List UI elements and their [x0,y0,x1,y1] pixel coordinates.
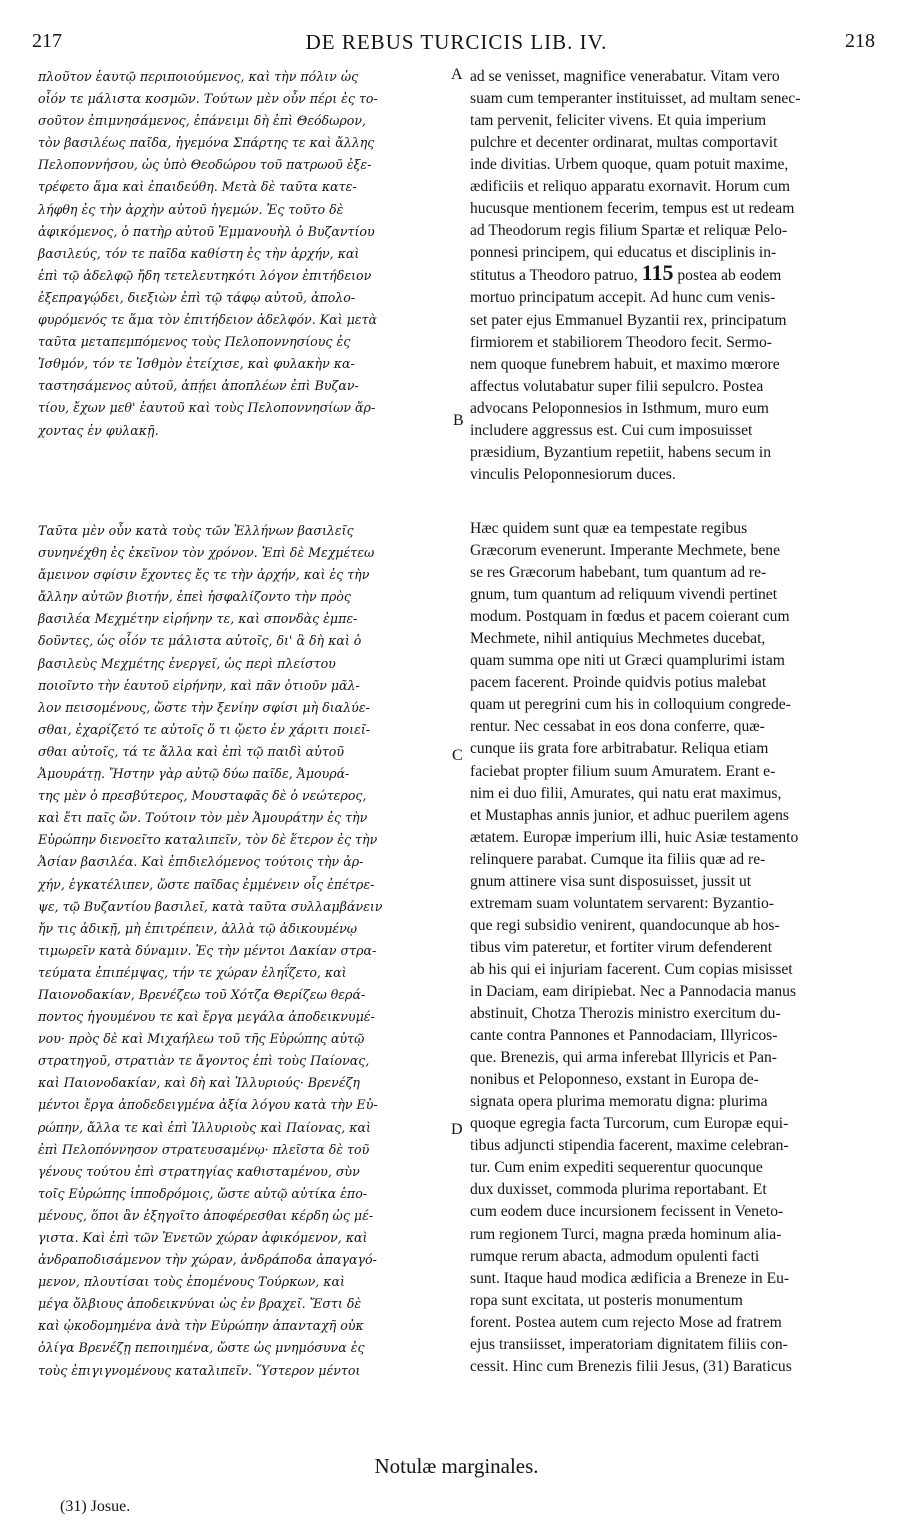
footnote: (31) Josue. [60,1498,131,1515]
margin-marker-a: A [451,66,463,83]
margin-marker-c: C [452,747,463,764]
latin-paragraph-1-part-1: ad se venisset, magnifice venerabatur. Vitam vero suam cum temperanter instituisset, ad multam senec- tam pervenit, feliciter vivens. Et quia imperium pulchre et decenter ordinarat, multas comportavit inde divitias. Urbem quoque, quam potuit maxime, ædificiis et reliquo apparatu exornavit. Horum cum hucusque mentionem fecerim, tempus est ut redeam ad Theodorum regis filium Spartæ et reliquæ Pelo- ponnesi principem, qui educatus et disciplinis in- stitutus a Theodoro patruo, [470,68,801,285]
greek-paragraph-1: πλοῦτον ἑαυτῷ περιποιούμενος, καὶ τὴν πόλιν ὡς οἷόν τε μάλιστα κοσμῶν. Τούτων μὲν οὖν πέρι ἐς το- σοῦτον ἐπιμνησάμενος, ἐπάνειμι δὴ ἐπὶ Θεόδωρον, τὸν βασιλέως παῖδα, ἡγεμόνα Σπάρτης τε καὶ ἄλλης Πελοποννήσου, ὡς ὑπὸ Θεοδώρου τοῦ πατρωοῦ ἐξε- τρέφετο ἅμα καὶ ἐπαιδεύθη. Μετὰ δὲ ταῦτα κατε- λήφθη ἐς τὴν ἀρχὴν αὐτοῦ ἡγεμών. Ἐς τοῦτο δὲ ἀφικόμενος, ὁ πατὴρ αὐτοῦ Ἐμμανουὴλ ὁ Βυζαντίου βασιλεύς, τόν τε παῖδα καθίστη ἐς τὴν ἀρχήν, καὶ ἐπὶ τῷ ἀδελφῷ ἤδη τετελευτηκότι λόγον ἐπιτήδειον ἐξεπραγῴδει, διεξιὼν ἐπὶ τῷ τάφῳ αὐτοῦ, ἀπολο- φυρόμενός τε ἅμα τὸν ἐπιτήδειον ἀδελφόν. Καὶ μετὰ ταῦτα μεταπεμπόμενος τοὺς Πελοποννησίους ἐς Ἰσθμόν, τόν τε Ἰσθμὸν ἐτείχισε, καὶ φυλακὴν κα- ταστησάμενος αὐτοῦ, ἀπῄει ἀποπλέων ἐπὶ Βυζαν- τίου, ἔχων μεθ' ἑαυτοῦ καὶ τοὺς Πελοποννησίων ἄρ- χοντας ἐν φυλακῇ. [38,69,378,438]
latin-paragraph-2: Hæc quidem sunt quæ ea tempestate regibus Græcorum evenerunt. Imperante Mechmete, bene se res Græcorum habebant, tum quantum ad re- gnum, tum quantum ad reliquum vivendi pertinet modum. Postquam in fœdus et pacem coierant cum Mechmete, nihil antiquius Mechmetes ducebat, quam summa ope niti ut Græci quamplurimi istam pacem facerent. Proinde quidvis potius malebat quam ut peregrini cum his in colloquium congrede- rentur. Nec cessabat in eos dona conferre, quæ- cunque iis grata fore arbitrabatur. Reliqua etiam faciebat propter filium suum Amuratem. Erant e- nim ei duo filii, Amurates, qui natu erat maximus, et Mustaphas annis junior, et adhuc puerilem agens ætatem. Europæ imperium illi, huic Asiæ testamento relinquere parabat. Cumque ita filiis quæ ad re- gnum attinere visa sunt disposuisset, jussit ut extremam suam voluntatem servarent: Byzantio- que regi subsidio venirent, quandocunque ab hos- tibus vim pateretur, et fortiter virum defenderent ab his qui ei injuriam facerent. Cum copias misisset in Daciam, eam diripiebat. Nec a Pannodacia manus abstinuit, Chotza Therozis ministro exercitum du- cante contra Pannones et Pannodaciam, Illyricos- que. Brenezis, qui arma inferebat Illyricis et Pan- nonibus et Peloponneso, exstant in Europa de- signata opera plurima memoratu digna: plurima quoque egregia facta Turcorum, cum Europæ equi- tibus adjuncti stipendia facerent, maxime celebran- tur. Cum enim expediti sequerentur quocunque dux duxisset, commoda plurima reportabant. Et cum eodem duce incursionem fecissent in Veneto- rum regionem Turci, magna præda hominum alia- rumque rerum abacta, admodum opulenti facti sunt. Itaque haud modica ædificia a Breneze in Eu- ropa sunt excitata, ut posteris monumentum forent. Postea autem cum rejecto Mose ad fratrem ejus transiisset, imperatoriam dignitatem filiis con- cessit. Hinc cum Brenezis filii Jesus, (31) Baraticus [470,520,799,1375]
left-page-number: 217 [32,30,62,52]
right-page-number: 218 [845,30,875,52]
greek-column-block-2 [38,520,445,1382]
greek-paragraph-2: Ταῦτα μὲν οὖν κατὰ τοὺς τῶν Ἑλλήνων βασιλεῖς συνηνέχθη ἐς ἐκεῖνον τὸν χρόνον. Ἐπὶ δὲ Μεχμέτεω ἄμεινον σφίσιν ἔχοντες ἔς τε τὴν ἀρχήν, καὶ ἐς τὴν ἄλλην αὐτῶν βιοτήν, ἐπεὶ ἠσφαλίζοντο τὴν πρὸς βασιλέα Μεχμέτην εἰρήνην τε, καὶ σπονδὰς ἐμπε- δοῦντες, ὡς οἷόν τε μάλιστα αὐτοῖς, δι' ἃ δὴ καὶ ὁ βασιλεὺς Μεχμέτης ἐνεργεῖ, ὡς περὶ πλείστου ποιοῖντο τὴν ἑαυτοῦ εἰρήνην, καὶ πᾶν ὁτιοῦν μᾶλ- λον πεισομένους, ὥστε τὴν ξενίην σφίσι μὴ διαλύε- σθαι, ἐχαρίζετό τε αὐτοῖς ὅ τι ᾤετο ἐν χάριτι ποιεῖ- σθαι αὐτοῖς, τά τε ἄλλα καὶ ἐπὶ τῷ παιδὶ αὐτοῦ Ἀμουράτῃ. Ἤστην γὰρ αὐτῷ δύω παῖδε, Ἀμουρά- της μὲν ὁ πρεσβύτερος, Μουσταφᾶς δὲ ὁ νεώτερος, καὶ ἔτι παῖς ὤν. Τούτοιν τὸν μὲν Ἀμουράτην ἐς τὴν Εὐρώπην διενοεῖτο καταλιπεῖν, τὸν δὲ ἕτερον ἐς τὴν Ἀσίαν βασιλέα. Καὶ ἐπιδιελόμενος τούτοις τὴν ἀρ- χήν, ἐγκατέλιπεν, ὥστε παῖδας ἐμμένειν οἷς ἐπέτρε- ψε, τῷ Βυζαντίου βασιλεῖ, κατὰ ταῦτα συλλαμβάνειν ἤν τις ἀδικῇ, μὴ ἐπιτρέπειν, ἀλλὰ τῷ ἀδικουμένῳ τιμωρεῖν κατὰ δύναμιν. Ἐς τὴν μέντοι Δακίαν στρα- τεύματα ἐπιπέμψας, τήν τε χώραν ἐληΐζετο, καὶ Παιονοδακίαν, Βρενέζεω τοῦ Χότζα Θερίζεω θερά- ποντος ἡγουμένου τε καὶ ἔργα μεγάλα ἀποδεικνυμέ- νου· πρὸς δὲ καὶ Μιχαήλεω τοῦ τῆς Εὐρώπης αὐτῷ στρατηγοῦ, στρατιὰν τε ἄγοντος ἐπὶ τοὺς Παίονας, καὶ Παιονοδακίαν, καὶ δὴ καὶ Ἰλλυριούς· Βρενέζη μέντοι ἔργα ἀποδεδειγμένα ἀξία λόγου κατὰ τὴν Εὐ- ρώπην, ἄλλα τε καὶ ἐπὶ Ἰλλυριοὺς καὶ Παίονας, καὶ ἐπὶ Πελοπόννησον στρατευσαμένῳ· πλεῖστα δὲ τοῦ γένους τούτου ἐπὶ στρατηγίας καθισταμένου, σὺν τοῖς Εὐρώπης ἱπποδρόμοις, ὥστε αὐτῷ αὐτίκα ἑπο- μένους, ὅποι ἂν ἐξηγοῖτο ἀποφέρεσθαι κέρδη ὡς μέ- γιστα. Καὶ ἐπὶ τῶν Ἐνετῶν χώραν ἀφικόμενον, καὶ ἀνδραποδισάμενον τὴν χώραν, ἀνδράποδα ἀπαγαγό- μενον, πλουτίσαι τοὺς ἑπομένους Τούρκων, καὶ μέγα ὄλβιους ἀποδεικνύναι ὡς ἐν βραχεῖ. Ἔστι δὲ καὶ ᾠκοδομημένα ἀνὰ τὴν Εὐρώπην ἁπανταχῆ οὐκ ὀλίγα Βρενέζῃ πεποιημένα, ὥστε ὡς μνημόσυνα ἐς τοὺς ἐπιγιγνομένους καταλιπεῖν. Ὕστερον μέντοι [38,523,383,1378]
notes-title: Notulæ marginales. [374,1454,539,1478]
latin-paragraph-1-part-2: postea ab eodem mortuo principatum accepit. Ad hunc cum venis- set pater ejus Emmanuel Byzantii rex, principatum firmiorem et stabiliorem Theodoro fecit. Sermo- nem quoque funebrem habuit, et maximo mœrore affectus volutabatur super filii sepulcro. Postea advocans Peloponnesios in Isthmum, muro eum includere aggressus est. Cui cum imposuisset præsidium, Byzantium repetiit, habens secum in vinculis Peloponnesiorum duces. [470,267,787,483]
page-header [0,30,913,64]
latin-paragraph-1 [470,66,880,486]
margin-marker-d: D [451,1121,463,1138]
section-number: 115 [641,260,674,286]
latin-column-block-2 [470,518,880,1378]
greek-column-block-1 [38,66,445,442]
margin-marker-b: B [453,412,464,429]
running-title: DE REBUS TURCICIS LIB. IV. [305,30,608,54]
latin-column-block-1 [470,66,880,486]
